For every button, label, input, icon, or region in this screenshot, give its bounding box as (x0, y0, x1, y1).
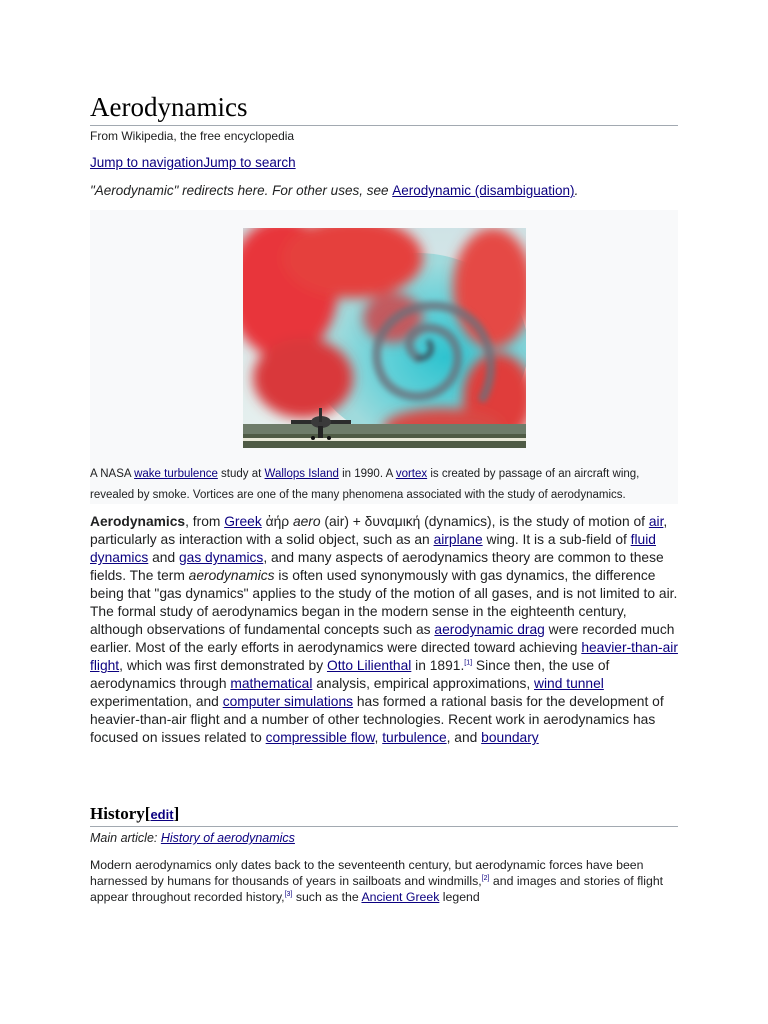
main-article-note (90, 831, 295, 845)
hatnote-text: "Aerodynamic" redirects here. For other uses, see (90, 183, 393, 198)
gas-dynamics-link[interactable]: gas dynamics (178, 550, 264, 565)
ancient-greek-link[interactable]: Ancient Greek (361, 890, 440, 904)
disambiguation-link[interactable]: Aerodynamic (disambiguation) (392, 183, 575, 198)
caption-text: A NASA (90, 468, 135, 480)
lead-text: , and (446, 730, 482, 745)
fluid-dynamics-link[interactable]: fluid dynamics (90, 532, 656, 565)
lead-text: has formed a rational basis for the development of heavier-than-air flight and a number of other technologies. Recent work in aerodynamics has focused on issues related to (90, 694, 664, 745)
history-text: legend (439, 890, 480, 904)
boundary-link[interactable]: boundary (481, 730, 539, 745)
wake-turbulence-link[interactable]: wake turbulence (134, 468, 218, 480)
thumbnail-figure (90, 210, 678, 504)
lead-text: , (374, 730, 383, 745)
caption-text: in 1990. A (338, 468, 396, 480)
otto-lilienthal-link[interactable]: Otto Lilienthal (326, 658, 412, 673)
history-text: such as the (292, 890, 362, 904)
lead-text: is often used synonymously with gas dynamics, the difference being that "gas dynamics" applies to the study of the motion of all gases, and is not limited to air. The formal study of aerodynamics began in the modern sense in the eighteenth century, although observations of fundamental concepts such as (90, 568, 678, 637)
lead-text: (air) + δυναμική (dynamics), is the study of motion of (320, 514, 649, 529)
jump-links (90, 155, 296, 170)
compressible-flow-link[interactable]: compressible flow (265, 730, 375, 745)
vortex-link[interactable]: vortex (395, 468, 428, 480)
title-divider (90, 125, 678, 126)
jump-to-navigation-link[interactable]: Jump to navigation (90, 155, 204, 170)
edit-section-link[interactable]: edit (150, 807, 174, 822)
air-link[interactable]: air (648, 514, 664, 529)
lead-bold-term: Aerodynamics (90, 514, 186, 529)
history-paragraph (90, 857, 680, 905)
airplane-link[interactable]: airplane (433, 532, 483, 547)
vortex-image[interactable] (243, 228, 526, 448)
jump-to-search-link[interactable]: Jump to search (203, 155, 296, 170)
lead-paragraph (90, 513, 680, 747)
caption-text: study at (217, 468, 265, 480)
lead-italic-term: aerodynamics (188, 568, 275, 583)
wallops-island-link[interactable]: Wallops Island (264, 468, 339, 480)
turbulence-link[interactable]: turbulence (382, 730, 447, 745)
reference-1[interactable]: [1] (464, 659, 473, 667)
lead-text: wing. It is a sub-field of (482, 532, 631, 547)
reference-3[interactable]: [3] (284, 890, 293, 898)
site-tagline: From Wikipedia, the free encyclopedia (90, 129, 295, 143)
lead-text: , and many aspects of aerodynamics theory are common to these fields. The term (90, 550, 664, 583)
hatnote (90, 183, 578, 198)
vortex-image-graphic (243, 228, 526, 448)
page-title: Aerodynamics (90, 92, 248, 122)
history-text: Modern aerodynamics only dates back to the seventeenth century, but aerodynamic forces have been harnessed by humans for thousands of years in sailboats and windmills, (90, 858, 644, 888)
lead-text: ἀήρ (261, 514, 293, 529)
history-heading (90, 804, 179, 824)
history-of-aerodynamics-link[interactable]: History of aerodynamics (160, 831, 295, 845)
lead-text: in 1891. (411, 658, 465, 673)
heavier-than-air-flight-link[interactable]: heavier-than-air flight (90, 640, 678, 673)
lead-text: , particularly as interaction with a solid object, such as an (90, 514, 668, 547)
history-heading-text: History (90, 804, 145, 823)
mathematical-link[interactable]: mathematical (230, 676, 313, 691)
aerodynamic-drag-link[interactable]: aerodynamic drag (434, 622, 545, 637)
lead-text: , which was first demonstrated by (119, 658, 327, 673)
history-divider (90, 826, 678, 827)
lead-text: analysis, empirical approximations, (312, 676, 535, 691)
main-article-label: Main article: (90, 831, 161, 845)
lead-text: and (148, 550, 179, 565)
computer-simulations-link[interactable]: computer simulations (222, 694, 354, 709)
lead-text: , from (185, 514, 225, 529)
reference-2[interactable]: [2] (481, 874, 490, 882)
lead-text: were recorded much earlier. Most of the early efforts in aerodynamics were directed toward achieving (90, 622, 675, 655)
hatnote-end: . (574, 183, 579, 198)
caption-text: is created by passage of an aircraft wing, revealed by smoke. Vortices are one of the many phenomena associated with the study of aerodynamics. (90, 468, 640, 501)
lead-text: experimentation, and (90, 694, 223, 709)
edit-bracket-close: ] (173, 804, 180, 823)
lead-italic-aero: aero (292, 514, 321, 529)
figure-caption (90, 464, 678, 506)
lead-text: Since then, the use of aerodynamics through (90, 658, 610, 691)
greek-link[interactable]: Greek (224, 514, 262, 529)
history-text: and images and stories of flight appear throughout recorded history, (90, 874, 664, 904)
edit-bracket-open: [ (144, 804, 151, 823)
wind-tunnel-link[interactable]: wind tunnel (534, 676, 604, 691)
